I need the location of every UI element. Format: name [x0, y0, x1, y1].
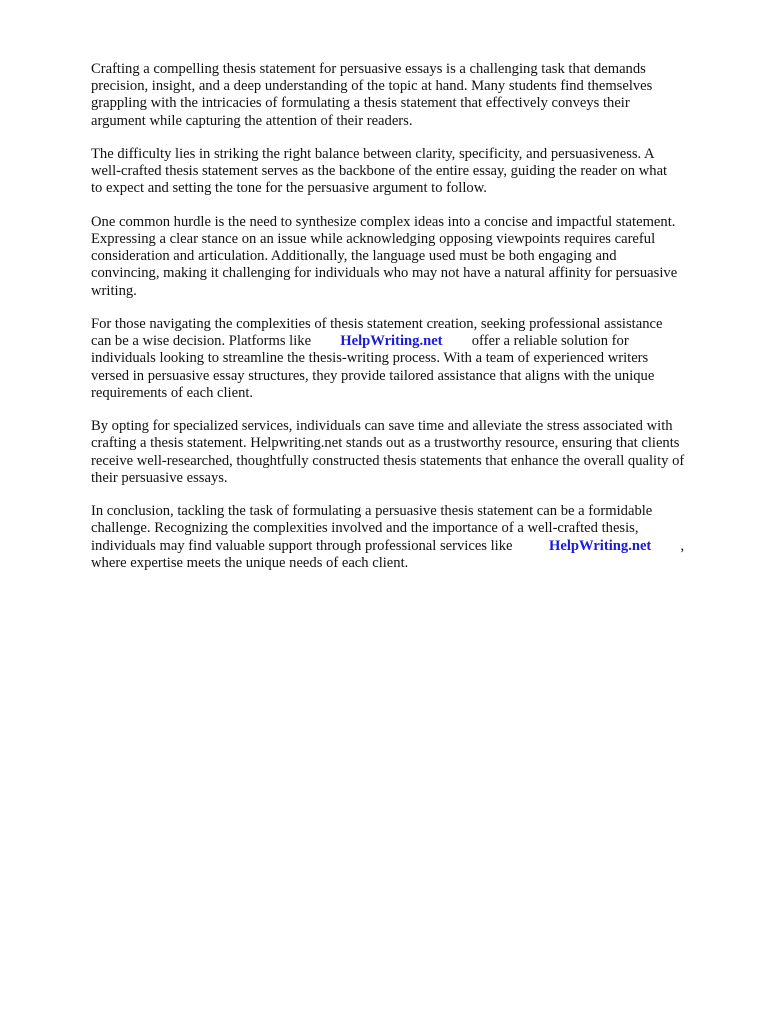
text-segment: , [680, 537, 685, 554]
text-line: their persuasive essays. [91, 469, 228, 486]
helpwriting-link[interactable]: HelpWriting.net [549, 537, 652, 554]
text-segment: can be a wise decision. Platforms like [91, 333, 312, 350]
paragraph-services [91, 418, 727, 487]
text-line: In conclusion, tackling the task of formulating a persuasive thesis statement can be a formidable [91, 503, 653, 520]
text-segment: individuals may find valuable support through professional services like [91, 537, 513, 554]
text-line: writing. [91, 282, 137, 299]
text-line: crafting a thesis statement. Helpwriting.net stands out as a trustworthy resource, ensuring that clients [91, 435, 680, 452]
text-line: versed in persuasive essay structures, they provide tailored assistance that aligns with the unique [91, 367, 655, 384]
text-line: individuals looking to streamline the thesis-writing process. With a team of experienced writers [91, 350, 649, 367]
helpwriting-link[interactable]: HelpWriting.net [340, 333, 443, 350]
paragraph-assistance [91, 316, 727, 402]
text-line: where expertise meets the unique needs of each client. [91, 554, 409, 571]
text-line: The difficulty lies in striking the right balance between clarity, specificity, and persuasiveness. A [91, 146, 655, 162]
text-line: One common hurdle is the need to synthesize complex ideas into a concise and impactful statement. [91, 213, 676, 230]
text-line: requirements of each client. [91, 384, 254, 401]
paragraph-intro [91, 61, 727, 130]
text-line: argument while capturing the attention of their readers. [91, 112, 413, 129]
text-line: to expect and setting the tone for the persuasive argument to follow. [91, 180, 487, 197]
text-line: precision, insight, and a deep understanding of the topic at hand. Many students find themselves [91, 78, 653, 95]
text-line: grappling with the intricacies of formulating a thesis statement that effectively conveys their [91, 95, 630, 112]
paragraph-conclusion [91, 503, 727, 572]
paragraph-difficulty [91, 146, 727, 198]
document-page [91, 61, 727, 588]
text-line: Expressing a clear stance on an issue while acknowledging opposing viewpoints requires careful [91, 231, 656, 247]
text-line: challenge. Recognizing the complexities involved and the importance of a well-crafted thesis, [91, 520, 639, 537]
text-line: By opting for specialized services, individuals can save time and alleviate the stress associated with [91, 418, 673, 435]
text-segment: offer a reliable solution for [471, 333, 629, 350]
text-line: consideration and articulation. Additionally, the language used must be both engaging and [91, 248, 617, 265]
text-line: Crafting a compelling thesis statement for persuasive essays is a challenging task that demands [91, 61, 646, 77]
paragraph-hurdle [91, 214, 727, 300]
text-line-with-link [91, 538, 727, 555]
text-line: well-crafted thesis statement serves as the backbone of the entire essay, guiding the reader on what [91, 163, 668, 180]
text-line: For those navigating the complexities of thesis statement creation, seeking professional assistance [91, 316, 663, 332]
text-line: convincing, making it challenging for individuals who may not have a natural affinity for persuasive [91, 265, 678, 282]
text-line: receive well-researched, thoughtfully constructed thesis statements that enhance the overall quality of [91, 452, 685, 469]
text-line-with-link [91, 333, 727, 350]
